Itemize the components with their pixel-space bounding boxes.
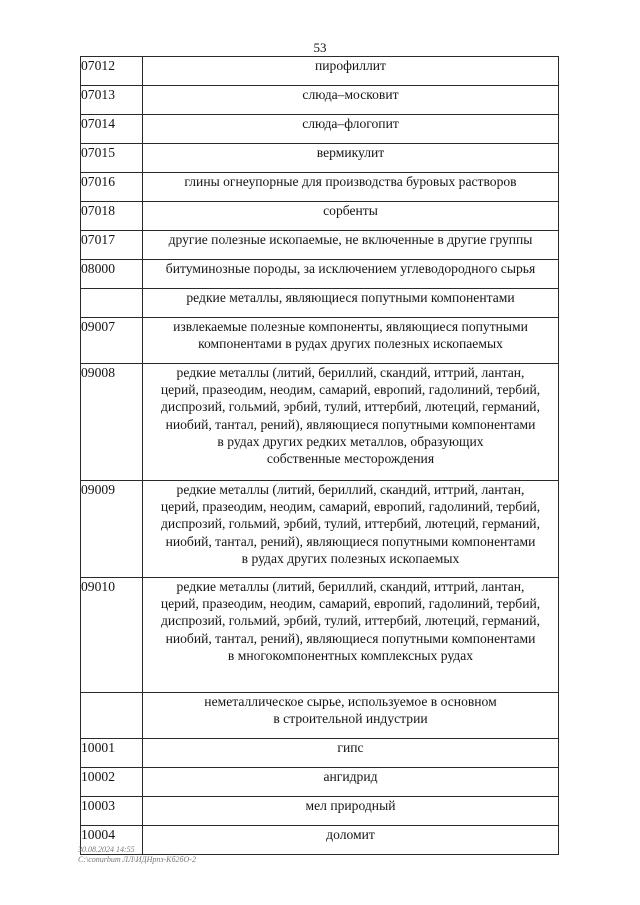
row-code xyxy=(81,693,143,739)
row-code: 09008 xyxy=(81,364,143,481)
description-line: церий, празеодим, неодим, самарий, европий, гадолиний, тербий, xyxy=(160,382,541,398)
page-number: 53 xyxy=(313,40,327,55)
table-body xyxy=(81,57,559,855)
row-description xyxy=(143,231,559,260)
table-row xyxy=(81,364,559,481)
description-line: редкие металлы (литий, бериллий, скандий, иттрий, лантан, xyxy=(176,365,525,380)
table-row xyxy=(81,578,559,693)
description-line: диспрозий, гольмий, эрбий, тулий, иттербий, лютеций, германий, xyxy=(161,613,540,629)
table-row xyxy=(81,289,559,318)
row-code: 07018 xyxy=(81,202,143,231)
table-row xyxy=(81,318,559,364)
row-description xyxy=(143,57,559,86)
table-row xyxy=(81,173,559,202)
row-code: 07015 xyxy=(81,144,143,173)
row-description xyxy=(143,739,559,768)
row-description xyxy=(143,797,559,826)
row-description xyxy=(143,768,559,797)
row-code: 07014 xyxy=(81,115,143,144)
description-line: пирофиллит xyxy=(314,58,386,73)
table-row xyxy=(81,260,559,289)
table-row xyxy=(81,797,559,826)
description-line: извлекаемые полезные компоненты, являющиеся попутными xyxy=(173,319,528,334)
description-line: редкие металлы, являющиеся попутными компонентами xyxy=(186,290,515,305)
row-code: 07017 xyxy=(81,231,143,260)
description-line: мел природный xyxy=(305,798,396,813)
description-line: ниобий, тантал, рений), являющиеся попутными компонентами xyxy=(165,630,536,646)
table-row xyxy=(81,115,559,144)
row-code: 09010 xyxy=(81,578,143,693)
table-row xyxy=(81,86,559,115)
row-description xyxy=(143,481,559,578)
description-line: вермикулит xyxy=(316,145,385,160)
description-line: битуминозные породы, за исключением углеводородного сырья xyxy=(165,261,536,276)
row-code xyxy=(81,289,143,318)
description-line: слюда–флогопит xyxy=(302,116,399,131)
row-code: 07016 xyxy=(81,173,143,202)
row-description xyxy=(143,364,559,481)
row-description xyxy=(143,289,559,318)
row-description xyxy=(143,693,559,739)
row-code: 10002 xyxy=(81,768,143,797)
description-line: другие полезные ископаемые, не включенные в другие группы xyxy=(168,232,533,247)
row-description xyxy=(143,260,559,289)
row-code: 10003 xyxy=(81,797,143,826)
row-description xyxy=(143,115,559,144)
description-line: слюда–московит xyxy=(302,87,399,102)
row-description xyxy=(143,144,559,173)
classification-table xyxy=(80,56,559,855)
row-code: 10004 xyxy=(81,826,143,855)
description-line: в рудах других редких металлов, образующих xyxy=(217,433,484,449)
row-code: 07012 xyxy=(81,57,143,86)
description-line: собственные месторождения xyxy=(266,451,435,467)
table-row xyxy=(81,481,559,578)
description-line: компонентами в рудах других полезных ископаемых xyxy=(198,336,503,352)
description-line: диспрозий, гольмий, эрбий, тулий, иттербий, лютеций, германий, xyxy=(161,516,540,532)
description-line: ниобий, тантал, рений), являющиеся попутными компонентами xyxy=(165,416,536,432)
row-description xyxy=(143,318,559,364)
row-description xyxy=(143,173,559,202)
description-line: сорбенты xyxy=(323,203,378,218)
description-line: редкие металлы (литий, бериллий, скандий, иттрий, лантан, xyxy=(176,482,525,497)
description-line: неметаллическое сырье, используемое в основном xyxy=(204,694,497,709)
description-line: гипс xyxy=(337,740,364,755)
description-line: в многокомпонентных комплексных рудах xyxy=(227,647,474,663)
footer-timestamp: 30.08.2024 14:55 xyxy=(78,845,135,854)
description-line: редкие металлы (литий, бериллий, скандий, иттрий, лантан, xyxy=(176,579,525,594)
table-row xyxy=(81,144,559,173)
row-description xyxy=(143,202,559,231)
row-code: 08000 xyxy=(81,260,143,289)
row-code: 09009 xyxy=(81,481,143,578)
table-row xyxy=(81,693,559,739)
table-row xyxy=(81,739,559,768)
table-row xyxy=(81,57,559,86)
row-description xyxy=(143,578,559,693)
row-code: 09007 xyxy=(81,318,143,364)
description-line: ангидрид xyxy=(323,769,378,784)
description-line: в строительной индустрии xyxy=(273,711,428,727)
row-code: 10001 xyxy=(81,739,143,768)
row-description xyxy=(143,826,559,855)
description-line: доломит xyxy=(326,827,375,842)
footer-stamp xyxy=(78,845,196,865)
row-code: 07013 xyxy=(81,86,143,115)
description-line: церий, празеодим, неодим, самарий, европий, гадолиний, тербий, xyxy=(160,596,541,612)
row-description xyxy=(143,86,559,115)
description-line: церий, празеодим, неодим, самарий, европий, гадолиний, тербий, xyxy=(160,499,541,515)
description-line: ниобий, тантал, рений), являющиеся попутными компонентами xyxy=(165,533,536,549)
description-line: диспрозий, гольмий, эрбий, тулий, иттербий, лютеций, германий, xyxy=(161,399,540,415)
description-line: глины огнеупорные для производства буровых растворов xyxy=(184,174,517,189)
description-line: в рудах других полезных ископаемых xyxy=(241,550,460,566)
table-row xyxy=(81,231,559,260)
table-row xyxy=(81,202,559,231)
table-row xyxy=(81,768,559,797)
footer-reference: С:\conurbum ЛЛ\ИДНрпз-Кб2бО-2 xyxy=(78,855,196,864)
